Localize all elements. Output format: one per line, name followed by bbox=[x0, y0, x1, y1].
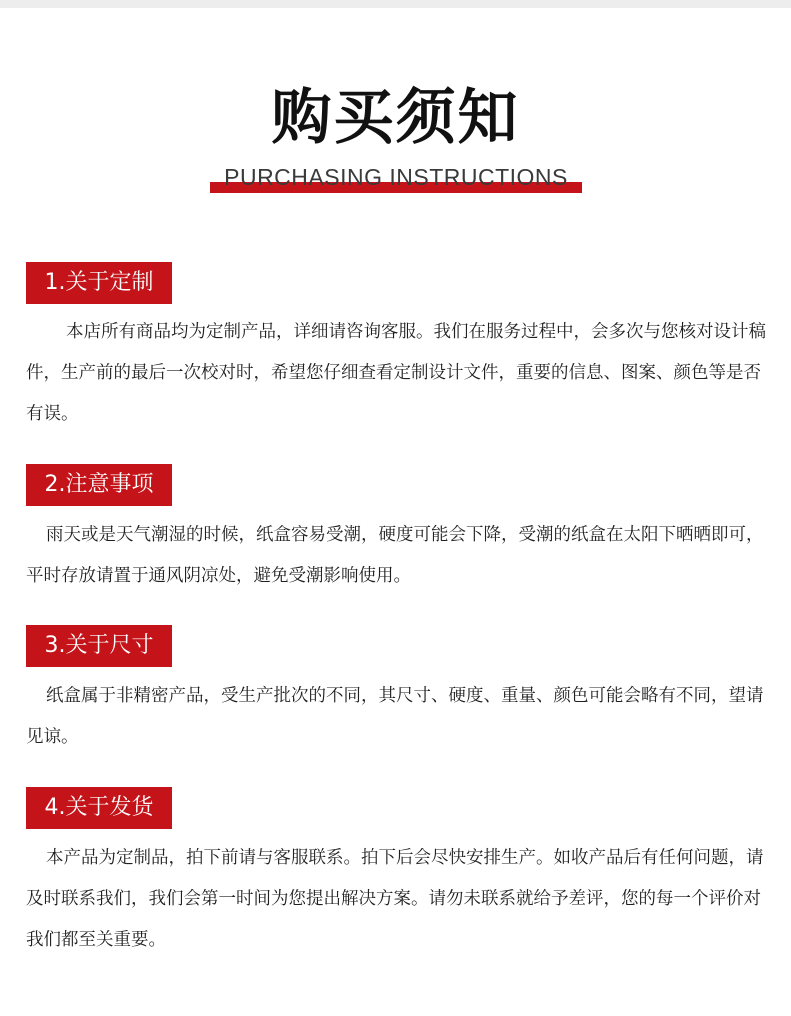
section-text-notes: 雨天或是天气潮湿的时候，纸盒容易受潮，硬度可能会下降，受潮的纸盒在太阳下晒晒即可，平时存放请置于通风阴凉处，避免受潮影响使用。 bbox=[26, 525, 764, 586]
section-text-shipping: 本产品为定制品，拍下前请与客服联系。拍下后会尽快安排生产。如收产品后有任何问题，请及时联系我们，我们会第一时间为您提出解决方案。请勿未联系就给予差评，您的每一个评价对我们都至关重要。 bbox=[26, 848, 764, 950]
subtitle-banner bbox=[210, 162, 582, 194]
subtitle: PURCHASING INSTRUCTIONS bbox=[224, 164, 568, 190]
top-strip bbox=[0, 0, 791, 8]
section-label-size: 3.关于尺寸 bbox=[26, 625, 172, 667]
page-title: 购买须知 bbox=[271, 83, 520, 153]
section-label-shipping: 4.关于发货 bbox=[26, 787, 172, 829]
section-label-notes: 2.注意事项 bbox=[26, 464, 172, 506]
section-text-size: 纸盒属于非精密产品，受生产批次的不同，其尺寸、硬度、重量、颜色可能会略有不同，望请见谅。 bbox=[26, 686, 764, 747]
section-text-customization: 本店所有商品均为定制产品，详细请咨询客服。我们在服务过程中，会多次与您核对设计稿件，生产前的最后一次校对时，希望您仔细查看定制设计文件，重要的信息、图案、颜色等是否有误。 bbox=[26, 322, 766, 424]
section-label-customization: 1.关于定制 bbox=[26, 262, 172, 304]
